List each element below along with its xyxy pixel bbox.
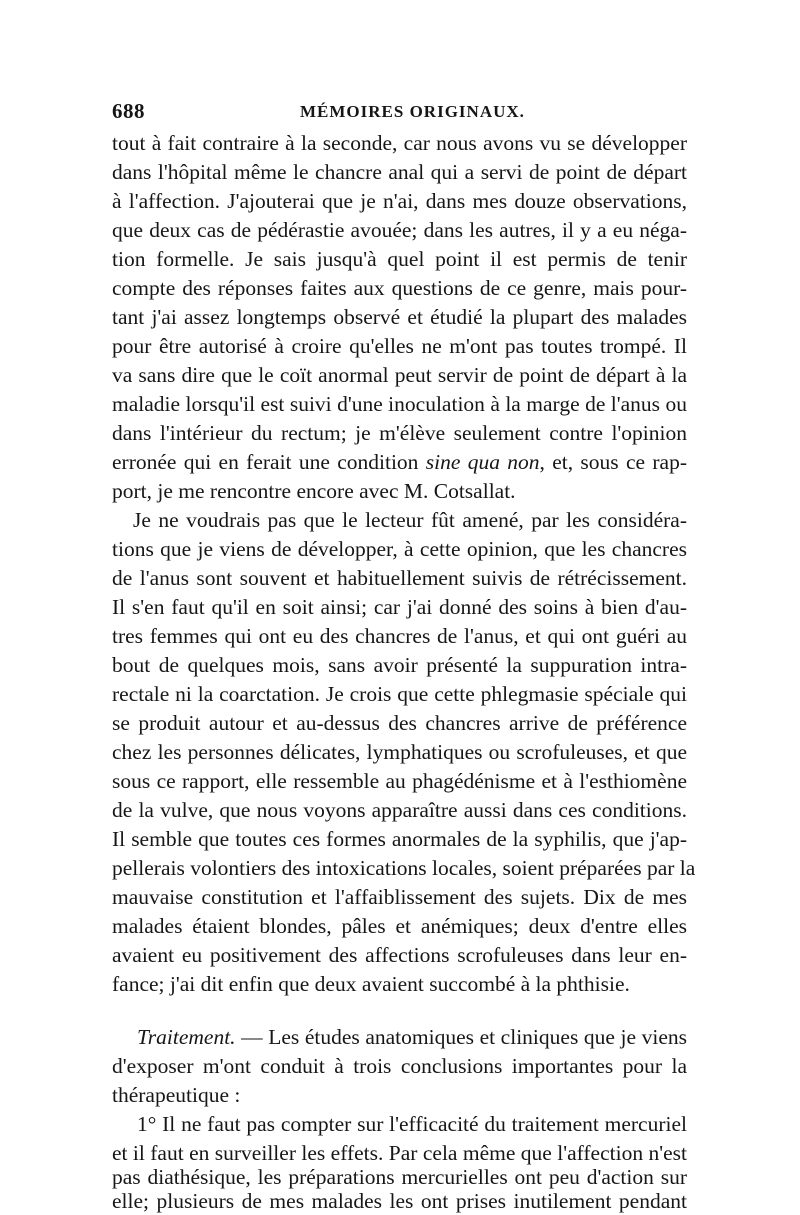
text-run: — Les études anatomiques et cliniques que je viens <box>235 1025 687 1049</box>
text-line: de l'anus sont souvent et habituellement suivis de rétrécissement. <box>112 566 687 590</box>
text-line: tout à fait contraire à la seconde, car nous avons vu se développer <box>112 131 687 155</box>
text-line: elle; plusieurs de mes malades les ont prises inutilement pendant <box>112 1189 687 1213</box>
text-line: rectale ni la coarctation. Je crois que cette phlegmasie spéciale qui <box>112 682 687 706</box>
text-line: bout de quelques mois, sans avoir présenté la suppuration intra- <box>112 653 687 677</box>
text-line: tions que je viens de développer, à cette opinion, que les chancres <box>112 537 687 561</box>
text-line: à l'affection. J'ajouterai que je n'ai, dans mes douze observations, <box>112 189 687 213</box>
text-line: compte des réponses faites aux questions de ce genre, mais pour- <box>112 276 687 300</box>
text-line: chez les personnes délicates, lymphatiques ou scrofuleuses, et que <box>112 740 687 764</box>
text-line: tres femmes qui ont eu des chancres de l'anus, et qui ont guéri au <box>112 624 687 648</box>
text-line: pas diathésique, les préparations mercurielles ont peu d'action sur <box>112 1165 687 1189</box>
running-title: MÉMOIRES ORIGINAUX. <box>300 102 525 121</box>
text-line: malades étaient blondes, pâles et anémiques; deux d'entre elles <box>112 914 687 938</box>
text-line: fance; j'ai dit enfin que deux avaient succombé à la phthisie. <box>112 972 630 996</box>
text-line: va sans dire que le coït anormal peut servir de point de départ à la <box>112 363 687 387</box>
text-line: tant j'ai assez longtemps observé et étudié la plupart des malades <box>112 305 687 329</box>
text-line: mauvaise constitution et l'affaiblissement des sujets. Dix de mes <box>112 885 687 909</box>
text-line: dans l'hôpital même le chancre anal qui a servi de point de départ <box>112 160 687 184</box>
text-line: thérapeutique : <box>112 1083 241 1107</box>
italic-phrase: sine qua non <box>425 450 540 474</box>
text-line: Je ne voudrais pas que le lecteur fût amené, par les considéra- <box>133 508 687 532</box>
text-line: tion formelle. Je sais jusqu'à quel point il est permis de tenir <box>112 247 687 271</box>
text-line: que deux cas de pédérastie avouée; dans les autres, il y a eu néga- <box>112 218 687 242</box>
text-line: avaient eu positivement des affections scrofuleuses dans leur en- <box>112 943 687 967</box>
text-line: d'exposer m'ont conduit à trois conclusions importantes pour la <box>112 1054 687 1078</box>
text-line: de la vulve, que nous voyons apparaître aussi dans ces conditions. <box>112 798 687 822</box>
text-line: Il semble que toutes ces formes anormales de la syphilis, que j'ap- <box>112 827 687 851</box>
text-line: sous ce rapport, elle ressemble au phagédénisme et à l'esthiomène <box>112 769 687 793</box>
text-run: erronée qui en ferait une condition <box>112 450 426 474</box>
text-line: et il faut en surveiller les effets. Par cela même que l'affection n'est <box>112 1141 687 1165</box>
text-line: 1° Il ne faut pas compter sur l'efficacité du traitement mercuriel <box>137 1112 687 1136</box>
running-head <box>112 99 687 127</box>
section-heading: Traitement. <box>137 1025 236 1049</box>
text-line: pellerais volontiers des intoxications locales, soient préparées par la <box>112 856 696 880</box>
text-run: , et, sous ce rap- <box>539 450 688 474</box>
text-line <box>112 448 687 476</box>
text-line: Il s'en faut qu'il en soit ainsi; car j'ai donné des soins à bien d'au- <box>112 595 687 619</box>
text-line: port, je me rencontre encore avec M. Cotsallat. <box>112 479 516 503</box>
text-line: dans l'intérieur du rectum; je m'élève seulement contre l'opinion <box>112 421 687 445</box>
page-number: 688 <box>112 99 145 123</box>
text-line <box>137 1023 687 1051</box>
text-line: maladie lorsqu'il est suivi d'une inoculation à la marge de l'anus ou <box>112 392 687 416</box>
text-line: se produit autour et au-dessus des chancres arrive de préférence <box>112 711 687 735</box>
text-line: pour être autorisé à croire qu'elles ne m'ont pas toutes trompé. Il <box>112 334 687 358</box>
